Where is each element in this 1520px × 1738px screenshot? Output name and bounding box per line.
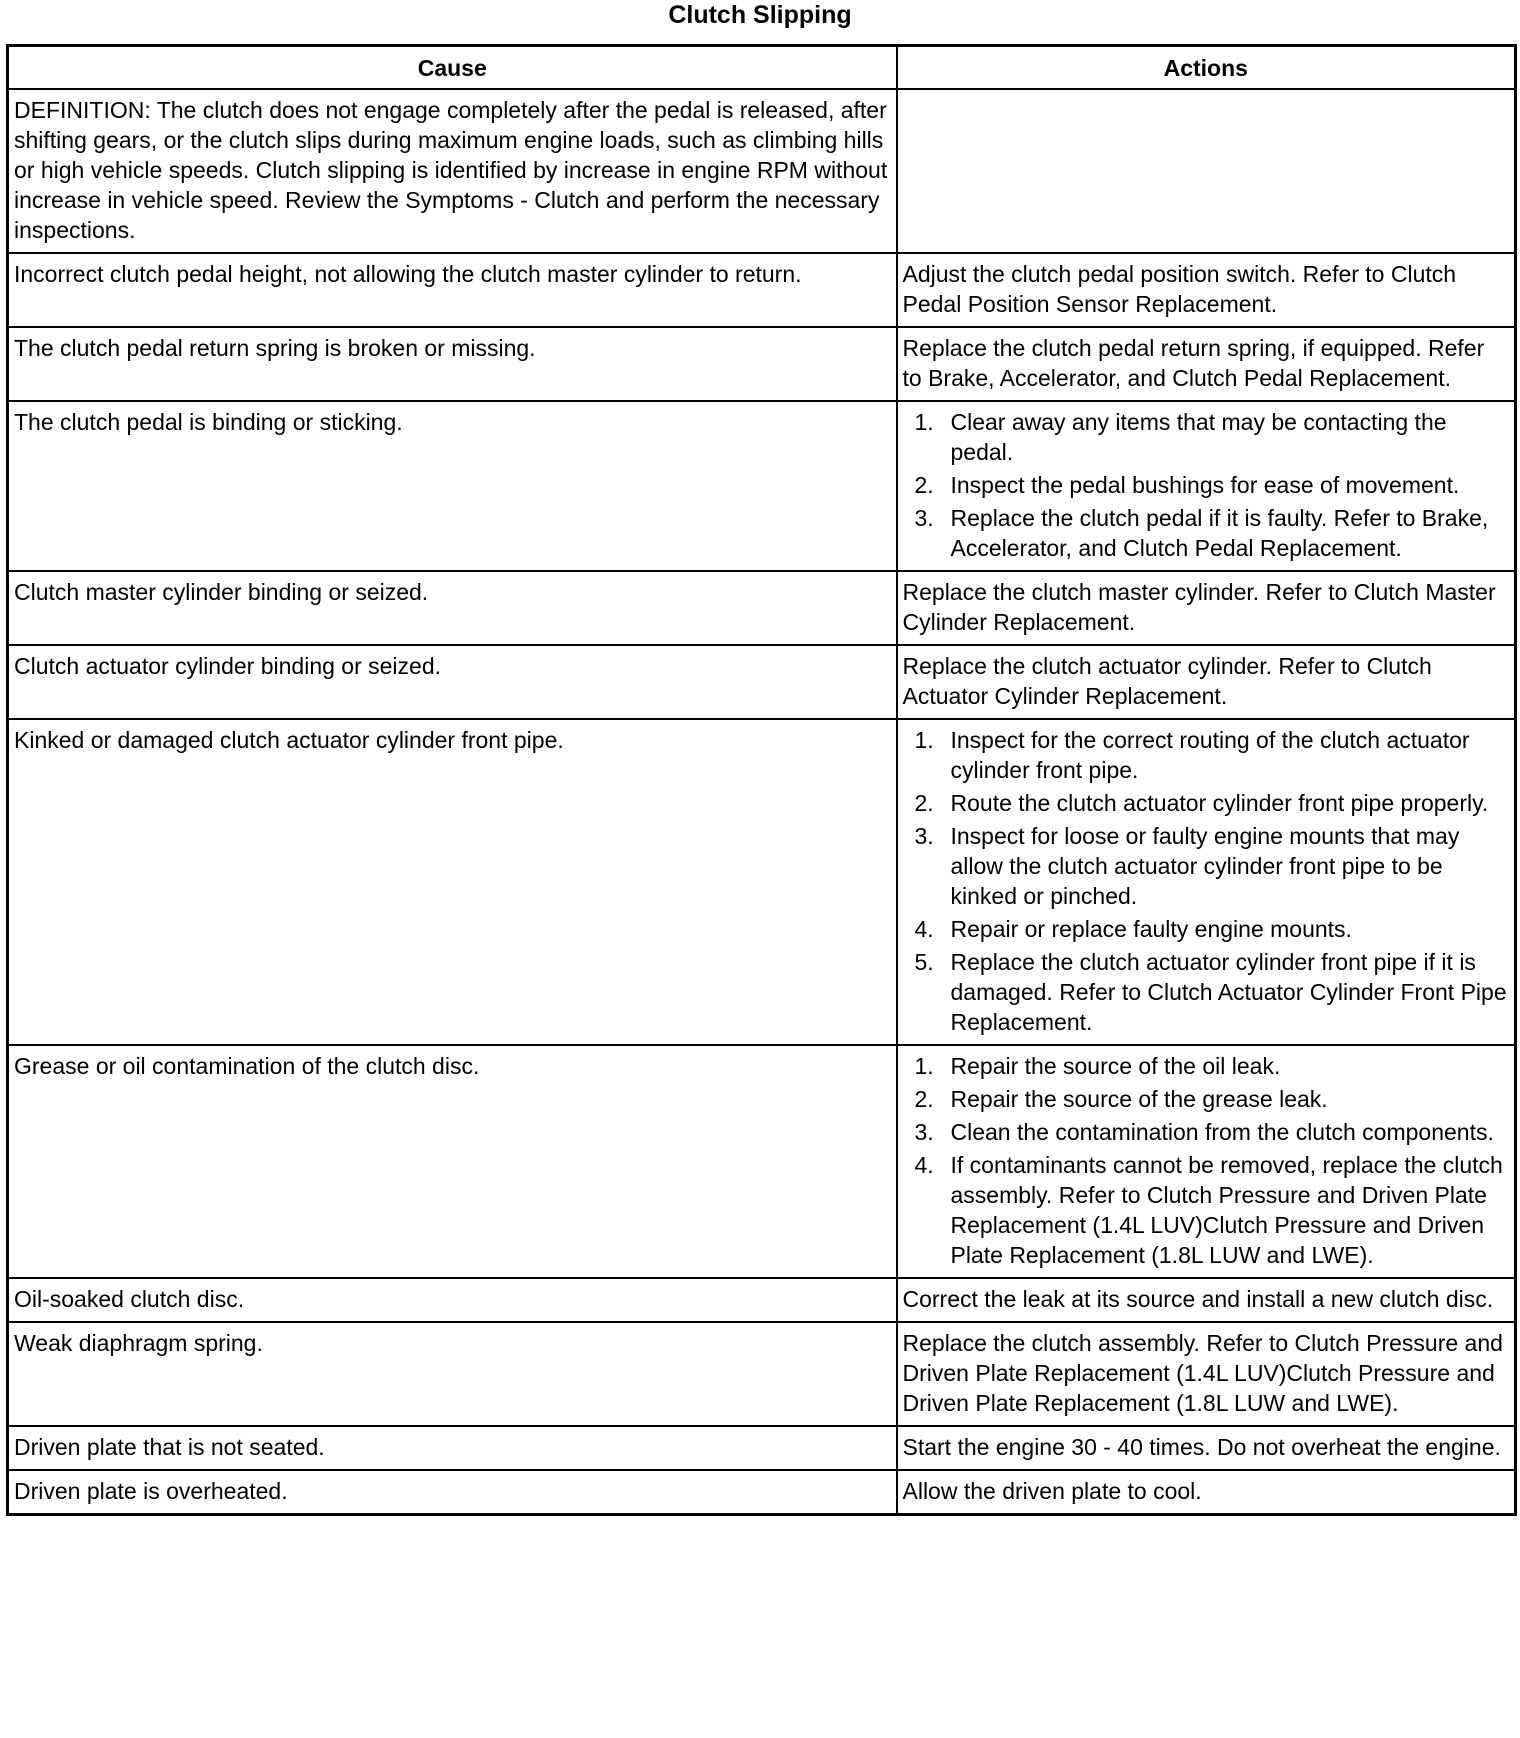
table-row (8, 401, 1516, 571)
actions-cell: Replace the clutch actuator cylinder. Refer to Clutch Actuator Cylinder Replacement. (897, 645, 1516, 719)
action-step: Repair the source of the oil leak. (950, 1053, 1281, 1079)
table-row (8, 1322, 1516, 1426)
actions-cell: Replace the clutch master cylinder. Refer to Clutch Master Cylinder Replacement. (897, 571, 1516, 645)
cause-cell: Weak diaphragm spring. (8, 1322, 897, 1426)
table-row (8, 719, 1516, 1045)
table-row (8, 327, 1516, 401)
table-row (8, 1470, 1516, 1515)
table-body (8, 89, 1516, 1515)
action-step: Clean the contamination from the clutch components. (950, 1119, 1494, 1145)
actions-cell: Replace the clutch assembly. Refer to Clutch Pressure and Driven Plate Replacement (1.4L LUV)Clutch Pressure and Driven Plate Replacement (1.8L LUW and LWE). (897, 1322, 1516, 1426)
table-row (8, 1278, 1516, 1322)
actions-cell (897, 1045, 1516, 1278)
cause-cell: Grease or oil contamination of the clutch disc. (8, 1045, 897, 1278)
action-steps-list (903, 1051, 1510, 1270)
actions-cell: Allow the driven plate to cool. (897, 1470, 1516, 1515)
action-step: Inspect for the correct routing of the clutch actuator cylinder front pipe. (950, 727, 1470, 783)
actions-cell: Adjust the clutch pedal position switch. Refer to Clutch Pedal Position Sensor Replacement. (897, 253, 1516, 327)
action-step: Inspect the pedal bushings for ease of movement. (950, 472, 1460, 498)
table-row (8, 89, 1516, 253)
cause-cell: The clutch pedal return spring is broken or missing. (8, 327, 897, 401)
action-steps-list (903, 725, 1510, 1037)
table-header-row (8, 46, 1516, 90)
action-steps-list (903, 407, 1510, 563)
table-row (8, 253, 1516, 327)
cause-cell: The clutch pedal is binding or sticking. (8, 401, 897, 571)
actions-column-header: Actions (897, 46, 1516, 90)
action-step: Replace the clutch pedal if it is faulty. Refer to Brake, Accelerator, and Clutch Pedal Replacement. (950, 505, 1489, 561)
table-row (8, 1045, 1516, 1278)
table-row (8, 1426, 1516, 1470)
action-step: Clear away any items that may be contacting the pedal. (950, 409, 1447, 465)
action-step: Inspect for loose or faulty engine mounts that may allow the clutch actuator cylinder front pipe to be kinked or pinched. (950, 823, 1460, 909)
document-title: Clutch Slipping (668, 1, 852, 29)
cause-cell: Clutch actuator cylinder binding or seized. (8, 645, 897, 719)
actions-cell: Replace the clutch pedal return spring, if equipped. Refer to Brake, Accelerator, and Clutch Pedal Replacement. (897, 327, 1516, 401)
table-row (8, 571, 1516, 645)
action-step: Repair or replace faulty engine mounts. (950, 916, 1352, 942)
action-step: If contaminants cannot be removed, replace the clutch assembly. Refer to Clutch Pressure and Driven Plate Replacement (1.4L LUV)Clutch Pressure and Driven Plate Replacement (1.8L LUW and LWE). (950, 1152, 1503, 1268)
actions-cell: Start the engine 30 - 40 times. Do not overheat the engine. (897, 1426, 1516, 1470)
action-step: Repair the source of the grease leak. (950, 1086, 1328, 1112)
actions-cell (897, 719, 1516, 1045)
action-step: Route the clutch actuator cylinder front pipe properly. (950, 790, 1489, 816)
action-step: Replace the clutch actuator cylinder front pipe if it is damaged. Refer to Clutch Actuator Cylinder Front Pipe Replacement. (950, 949, 1507, 1035)
cause-cell: Clutch master cylinder binding or seized. (8, 571, 897, 645)
cause-cell: Driven plate is overheated. (8, 1470, 897, 1515)
cause-cell: Driven plate that is not seated. (8, 1426, 897, 1470)
cause-cell: DEFINITION: The clutch does not engage completely after the pedal is released, after shifting gears, or the clutch slips during maximum engine loads, such as climbing hills or high vehicle speeds. Clutch slipping is identified by increase in engine RPM without increase in vehicle speed. Review the Symptoms - Clutch and perform the necessary inspections. (8, 89, 897, 253)
diagnosis-table (6, 44, 1517, 1516)
actions-cell: Correct the leak at its source and install a new clutch disc. (897, 1278, 1516, 1322)
cause-cell: Incorrect clutch pedal height, not allowing the clutch master cylinder to return. (8, 253, 897, 327)
actions-cell (897, 89, 1516, 253)
actions-cell (897, 401, 1516, 571)
cause-cell: Oil-soaked clutch disc. (8, 1278, 897, 1322)
cause-cell: Kinked or damaged clutch actuator cylinder front pipe. (8, 719, 897, 1045)
cause-column-header: Cause (8, 46, 897, 90)
table-row (8, 645, 1516, 719)
